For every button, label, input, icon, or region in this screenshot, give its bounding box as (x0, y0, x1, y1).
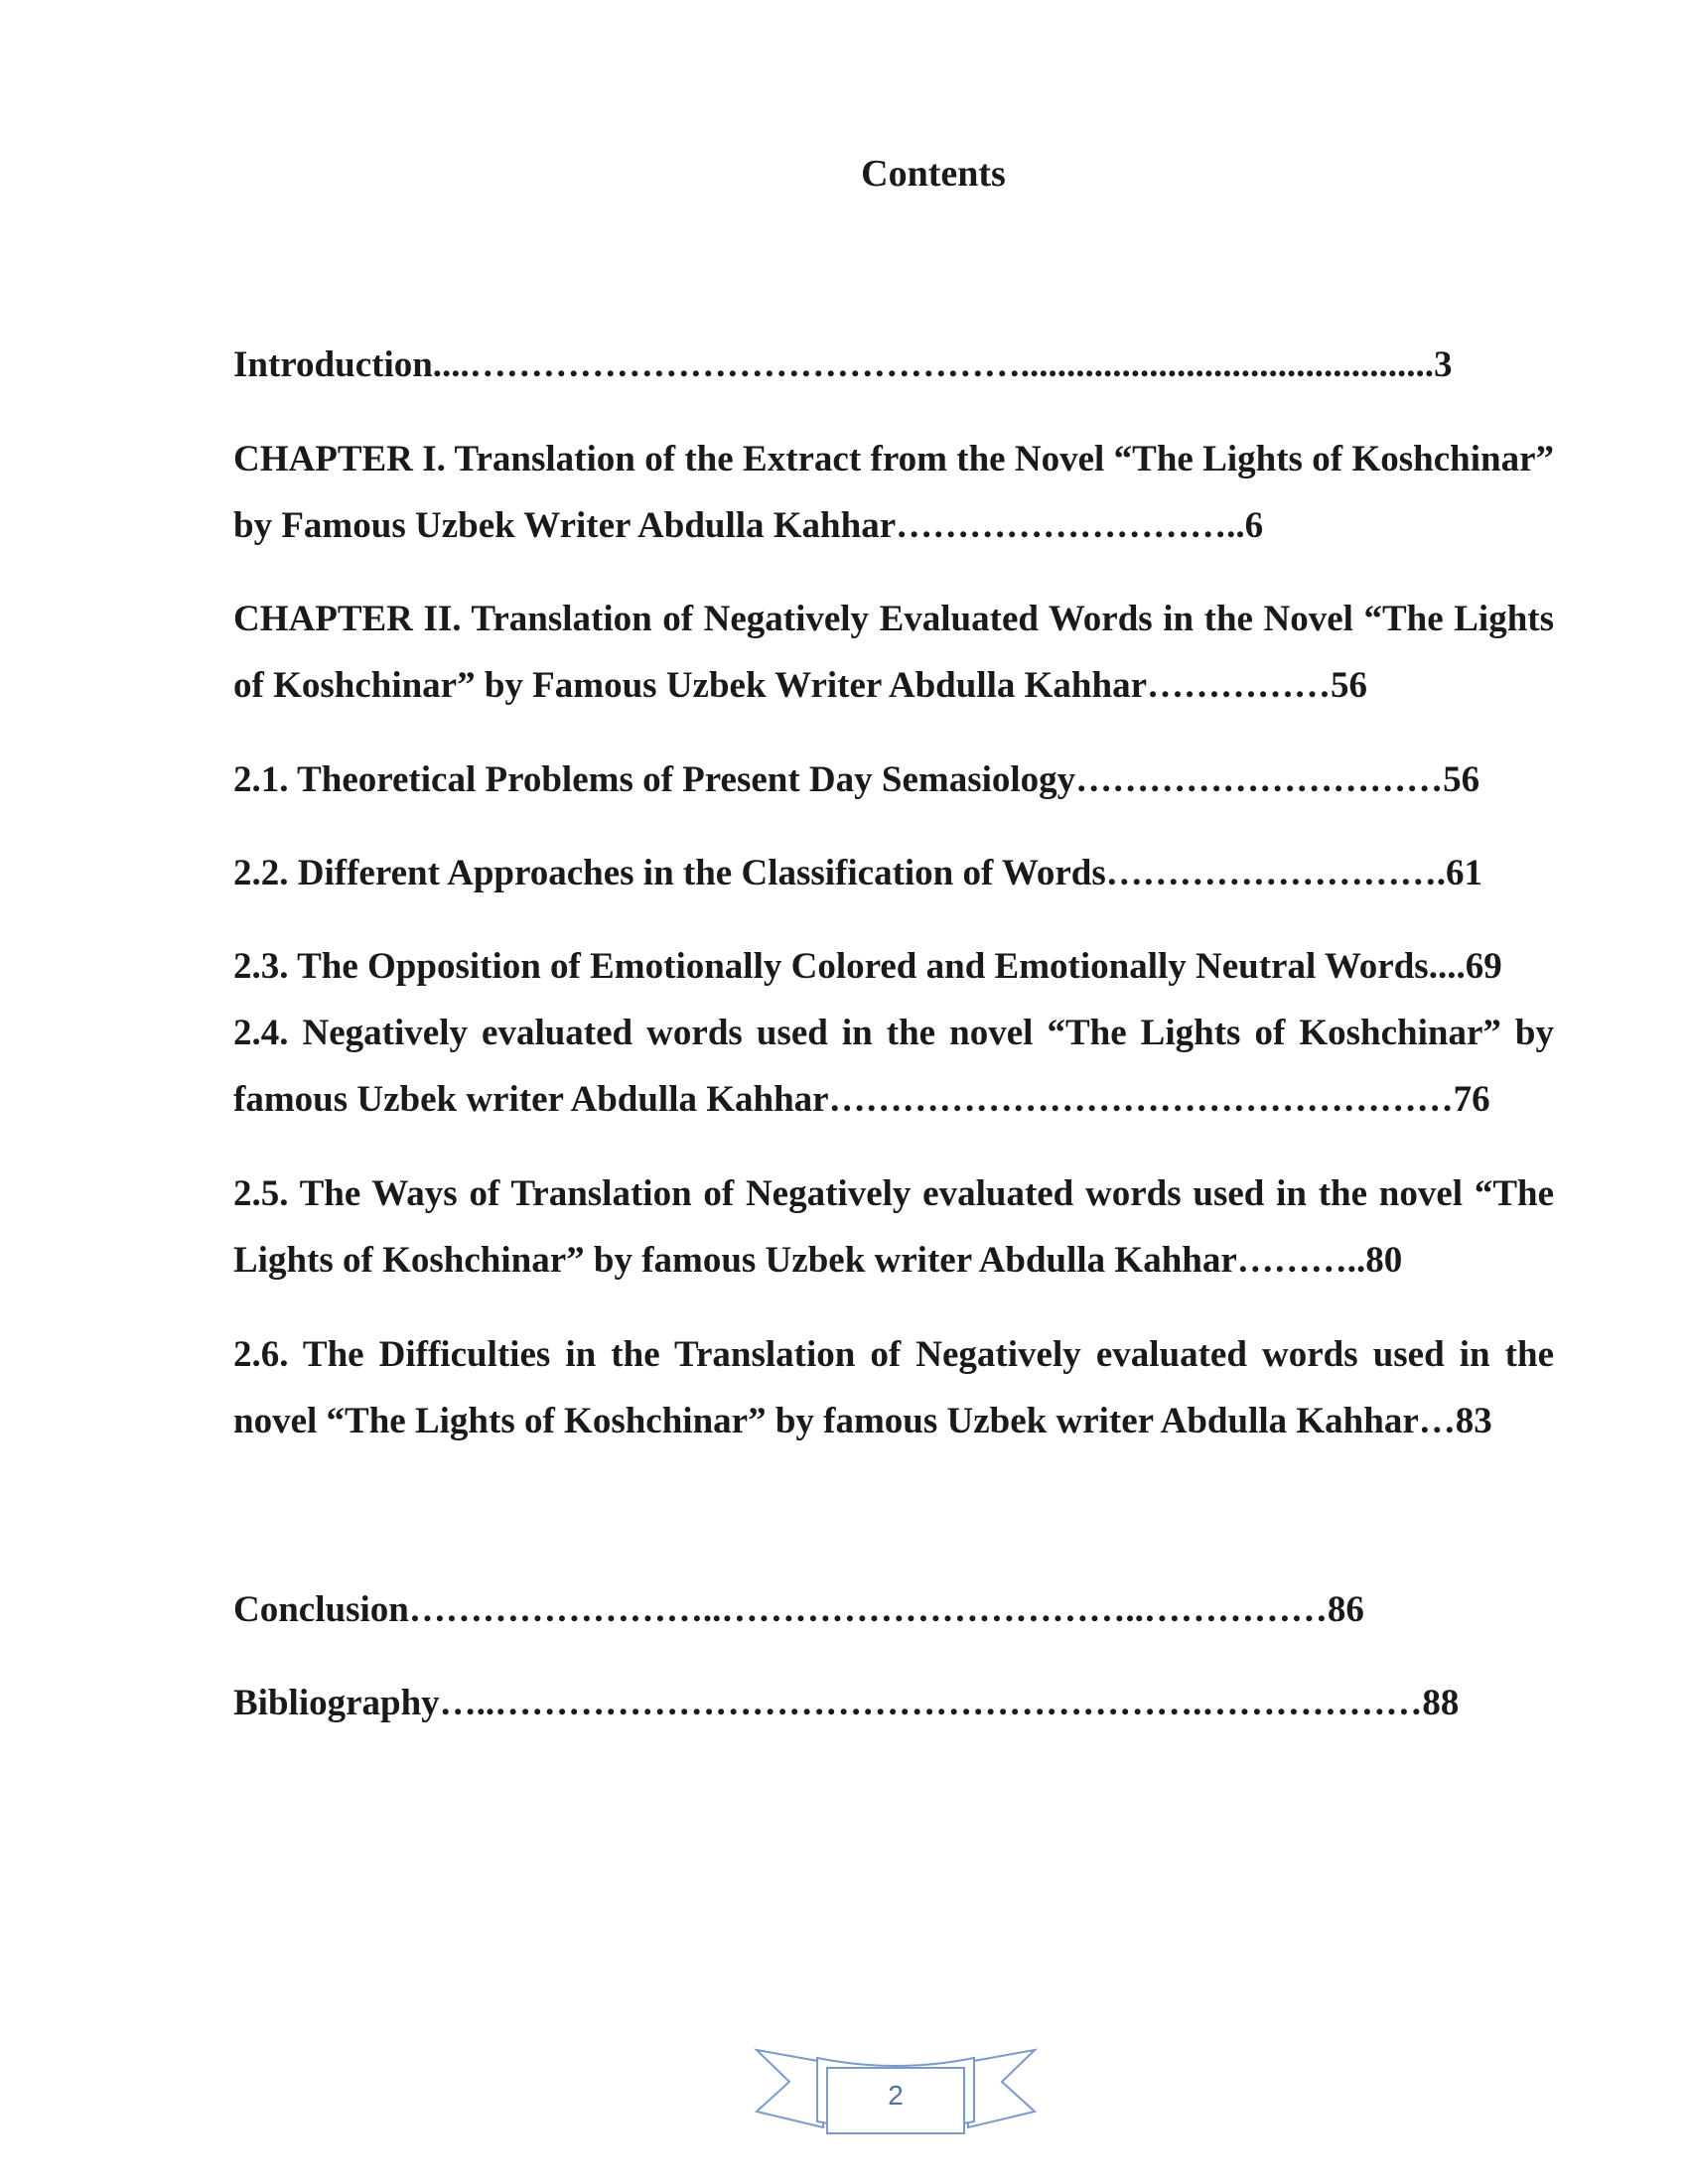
toc-entry-bibliography[interactable]: Bibliography…..………………………………………………….………………88 (233, 1683, 1460, 1723)
toc-entry-chapter-1[interactable]: CHAPTER I. Translation of the Extract from the Novel “The Lights of Koshchinar” by Famous Uzbek Writer Abdulla Kahhar………………………..6 (233, 439, 1554, 546)
toc-entry-conclusion[interactable]: Conclusion……………………..……………………………..……………86 (233, 1589, 1364, 1630)
toc-entry-introduction[interactable]: Introduction....……………………………………….............................................3 (233, 344, 1453, 385)
page-title: Contents (861, 153, 1006, 195)
toc-entry-section-2-6[interactable]: 2.6. The Difficulties in the Translation of Negatively evaluated words used in the novel “The Lights of Koshchinar” by famous Uzbek writer Abdulla Kahhar…83 (233, 1334, 1554, 1441)
page-number: 2 (888, 2080, 904, 2111)
toc-entry-section-2-3[interactable]: 2.3. The Opposition of Emotionally Colored and Emotionally Neutral Words....69 (233, 946, 1502, 987)
toc-entry-chapter-2[interactable]: CHAPTER II. Translation of Negatively Evaluated Words in the Novel “The Lights of Koshchinar” by Famous Uzbek Writer Abdulla Kahhar……………56 (233, 599, 1554, 706)
page-number-banner (752, 2040, 1040, 2139)
toc-entry-section-2-1[interactable]: 2.1. Theoretical Problems of Present Day Semasiology…………………………56 (233, 759, 1480, 800)
toc-entry-section-2-2[interactable]: 2.2. Different Approaches in the Classification of Words……………………….61 (233, 853, 1483, 893)
toc-entry-section-2-5[interactable]: 2.5. The Ways of Translation of Negatively evaluated words used in the novel “The Lights of Koshchinar” by famous Uzbek writer Abdulla Kahhar………..80 (233, 1173, 1554, 1281)
toc-entry-section-2-4[interactable]: 2.4. Negatively evaluated words used in the novel “The Lights of Koshchinar” by famous Uzbek writer Abdulla Kahhar……………………………………………76 (233, 1013, 1554, 1120)
